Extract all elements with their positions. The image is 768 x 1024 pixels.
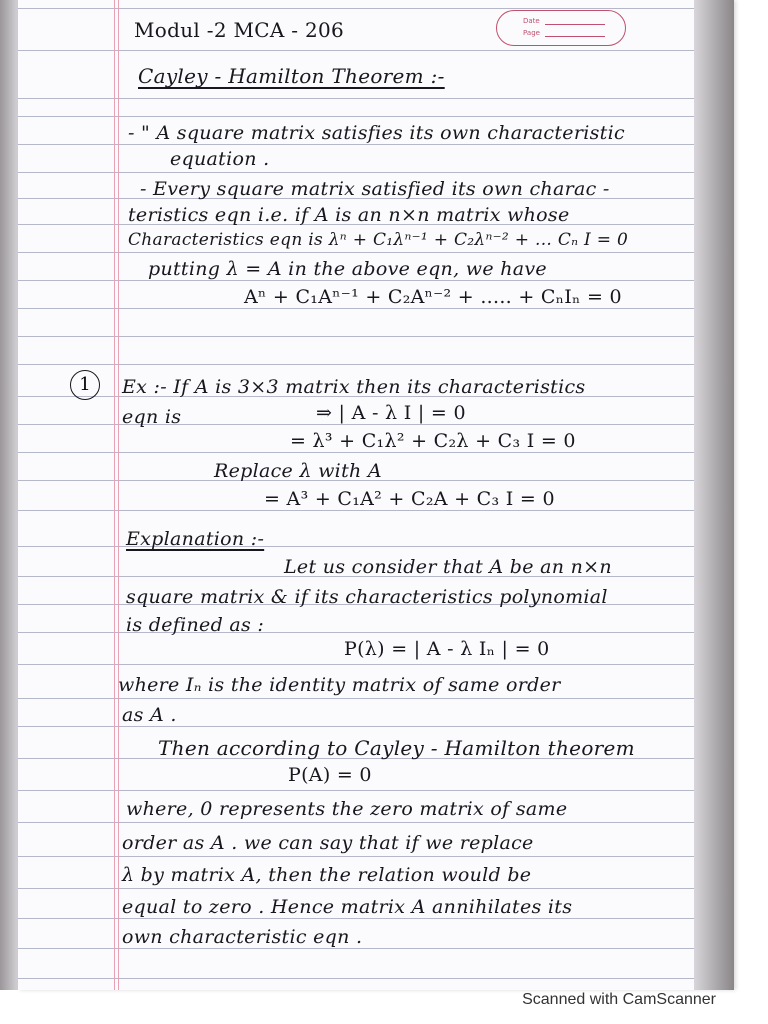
- example-number: 1: [79, 374, 91, 395]
- detail-line-2: teristics eqn i.e. if A is an n×n matrix whose: [128, 204, 570, 226]
- handwritten-notes: [18, 0, 734, 990]
- explanation-heading: Explanation :-: [126, 528, 265, 550]
- binding-shadow: [0, 0, 18, 990]
- detail-line-3: Characteristics eqn is λⁿ + C₁λⁿ⁻¹ + C₂λⁿ⁻² + ... Cₙ I = 0: [128, 230, 629, 250]
- example-line-2: eqn is: [122, 406, 182, 428]
- page-label: Page: [523, 29, 540, 37]
- explanation-eq: P(λ) = | A - λ Iₙ | = 0: [344, 638, 550, 660]
- example-eq-2: = λ³ + C₁λ² + C₂λ + C₃ I = 0: [290, 430, 576, 452]
- detail-line-1: - Every square matrix satisfied its own charac -: [140, 178, 610, 200]
- explanation-line-11: own characteristic eqn .: [122, 926, 363, 948]
- explanation-line-3: is defined as :: [126, 614, 265, 636]
- module-title: Modul -2 MCA - 206: [134, 18, 345, 42]
- explanation-line-10: equal to zero . Hence matrix A annihilates its: [122, 896, 573, 918]
- explanation-line-7: where, 0 represents the zero matrix of same: [126, 798, 568, 820]
- scanner-watermark: Scanned with CamScanner: [522, 991, 716, 1008]
- theorem-heading: Cayley - Hamilton Theorem :-: [138, 64, 445, 88]
- notebook-page: [18, 0, 734, 990]
- example-replace: Replace λ with A: [214, 460, 382, 482]
- example-eq-1: ⇒ | A - λ I | = 0: [316, 402, 466, 424]
- explanation-line-5: as A .: [122, 704, 177, 726]
- explanation-line-9: λ by matrix A, then the relation would be: [122, 864, 532, 886]
- example-eq-3: = A³ + C₁A² + C₂A + C₃ I = 0: [264, 488, 555, 510]
- date-label: Date: [523, 17, 540, 25]
- statement-line-2: equation .: [170, 148, 270, 170]
- explanation-eq-2: P(A) = 0: [288, 764, 372, 786]
- explanation-line-8: order as A . we can say that if we replace: [122, 832, 534, 854]
- example-line-1: Ex :- If A is 3×3 matrix then its characteristics: [122, 376, 586, 398]
- explanation-line-1: Let us consider that A be an n×n: [284, 556, 612, 578]
- detail-line-4: putting λ = A in the above eqn, we have: [148, 258, 547, 280]
- detail-equation: Aⁿ + C₁Aⁿ⁻¹ + C₂Aⁿ⁻² + ..... + CₙIₙ = 0: [244, 286, 622, 308]
- statement-line-1: - " A square matrix satisfies its own characteristic: [128, 122, 625, 144]
- example-number-circle: [70, 370, 100, 400]
- explanation-line-6: Then according to Cayley - Hamilton theorem: [158, 736, 635, 760]
- explanation-line-4: where Iₙ is the identity matrix of same order: [118, 674, 561, 696]
- explanation-line-2: square matrix & if its characteristics polynomial: [126, 586, 608, 608]
